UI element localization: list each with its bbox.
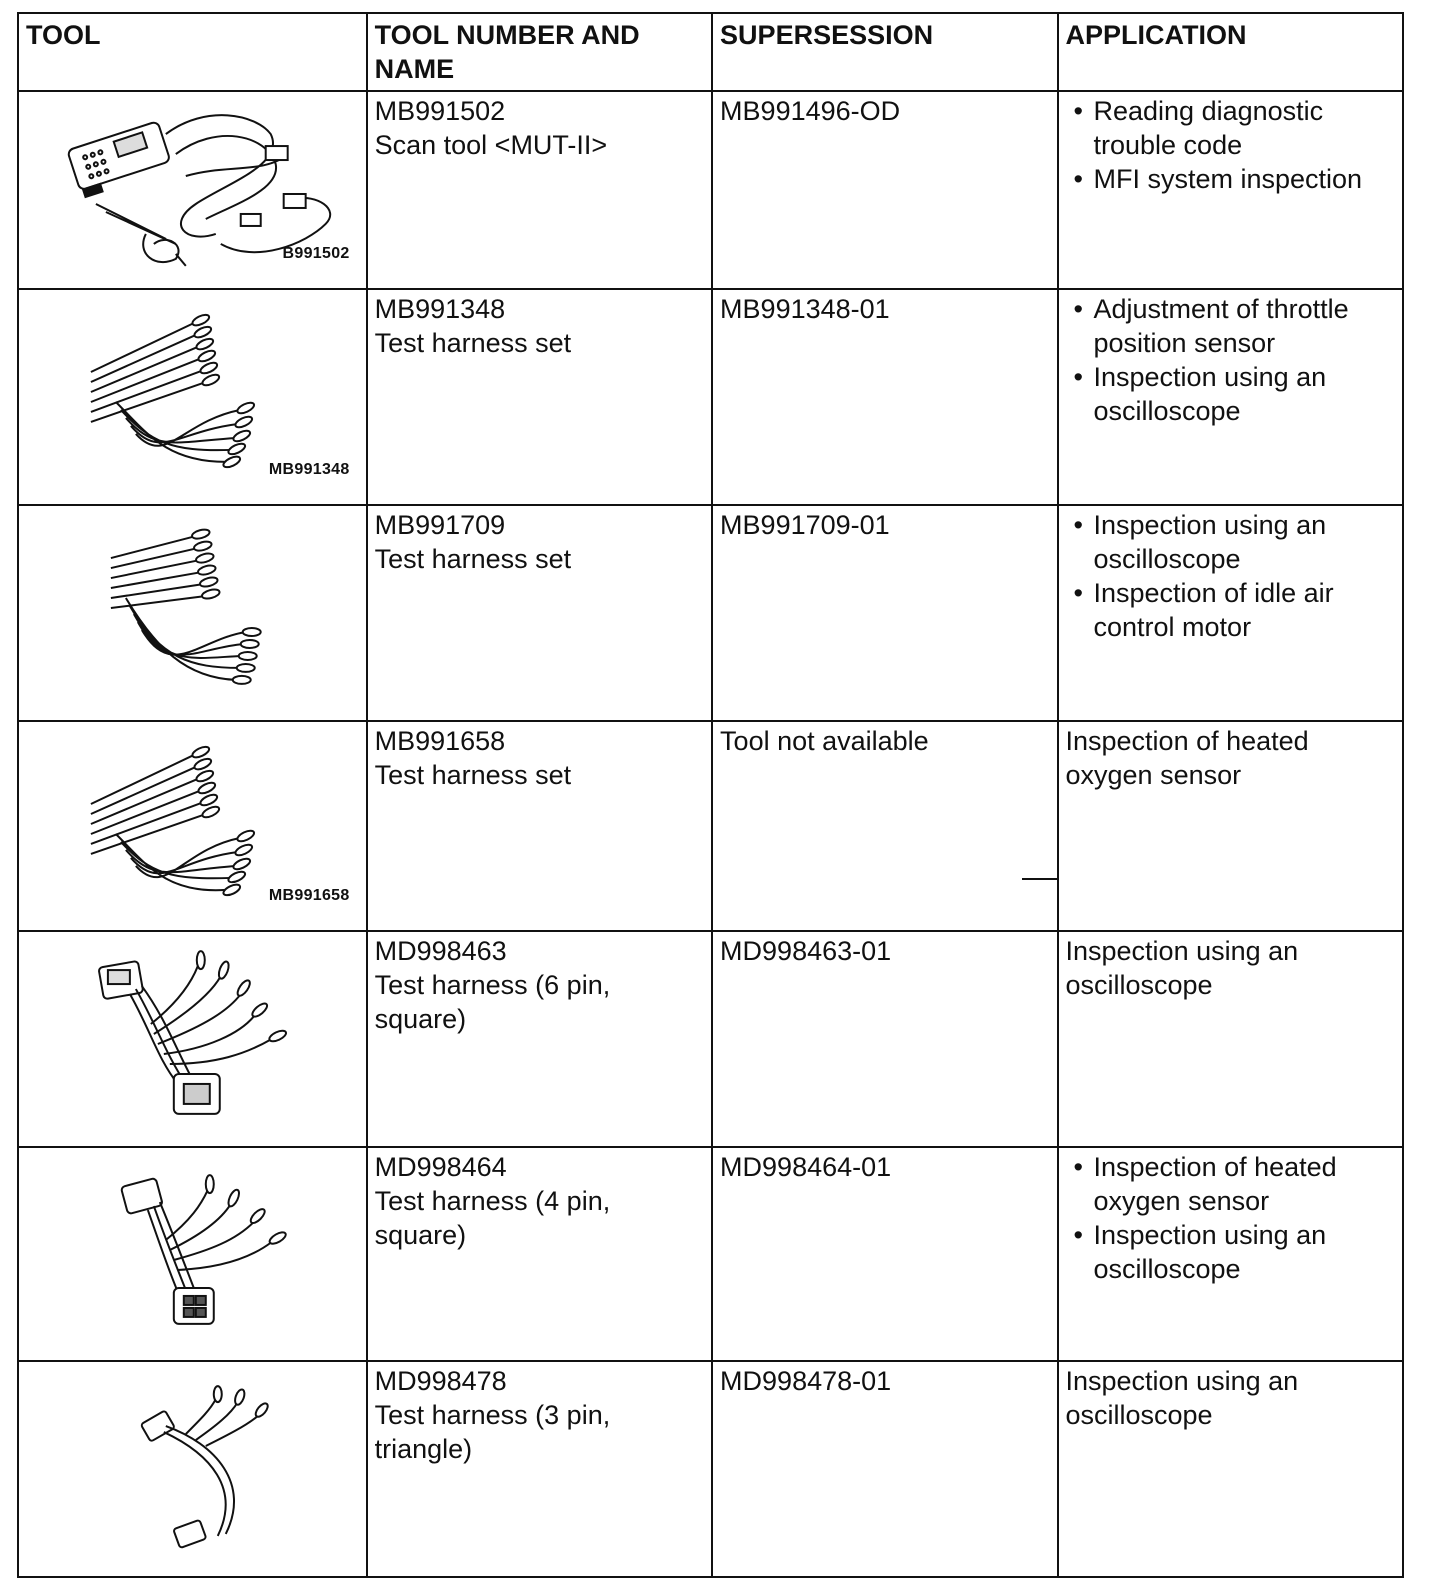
header-application: APPLICATION: [1058, 13, 1404, 91]
list-item: • Inspection using an oscilloscope: [1073, 510, 1327, 574]
application-list: [1066, 94, 1396, 196]
tool-number-and-name-cell: [367, 1361, 712, 1577]
special-tools-table: [17, 12, 1404, 1578]
table-row: [18, 1361, 1403, 1577]
table-row: [18, 289, 1403, 505]
application-cell: [1058, 1147, 1404, 1361]
table-header-row: [18, 13, 1403, 91]
supersession-cell: Tool not available: [712, 721, 1057, 931]
list-item: • Inspection using an oscilloscope: [1073, 1220, 1327, 1284]
tool-illustration-cell: [18, 505, 367, 721]
list-item: • MFI system inspection: [1073, 164, 1363, 194]
header-tool-number-and-name: TOOL NUMBER AND NAME: [367, 13, 712, 91]
table-row: [18, 91, 1403, 289]
tool-number: MB991348: [374, 294, 506, 324]
tool-name: Test harness (6 pin, square): [374, 970, 611, 1034]
list-item: • Inspection using an oscilloscope: [1073, 362, 1327, 426]
tool-name: Test harness set: [374, 760, 572, 790]
application-cell: Inspection using an oscilloscope: [1058, 1361, 1404, 1577]
tool-illustration-cell: [18, 1147, 367, 1361]
tool-number-and-name-cell: [367, 289, 712, 505]
tool-number: MD998463: [374, 936, 507, 966]
tool-number: MB991502: [374, 96, 506, 126]
supersession-cell: MB991496-OD: [712, 91, 1057, 289]
supersession-cell: MB991709-01: [712, 505, 1057, 721]
list-item: • Inspection of idle air control motor: [1073, 578, 1334, 642]
tool-illustration-cell: [18, 721, 367, 931]
tool-illustration-cell: [18, 91, 367, 289]
tool-number-and-name-cell: [367, 931, 712, 1147]
supersession-cell: MD998463-01: [712, 931, 1057, 1147]
tool-number-and-name-cell: [367, 1147, 712, 1361]
tool-number: MD998478: [374, 1366, 507, 1396]
tool-number: MD998464: [374, 1152, 507, 1182]
application-cell: [1058, 91, 1404, 289]
tool-name: Scan tool <MUT-II>: [374, 130, 608, 160]
tool-image-label: B991502: [282, 245, 350, 262]
tool-name: Test harness (4 pin, square): [374, 1186, 611, 1250]
supersession-cell: MD998478-01: [712, 1361, 1057, 1577]
tool-illustration-cell: [18, 931, 367, 1147]
tool-name: Test harness (3 pin, triangle): [374, 1400, 611, 1464]
supersession-cell: MD998464-01: [712, 1147, 1057, 1361]
application-cell: Inspection of heated oxygen sensor: [1058, 721, 1404, 931]
list-item: • Reading diagnostic trouble code: [1073, 96, 1324, 160]
test-harness-set-icon: [26, 508, 359, 720]
test-harness-6-pin-icon: [26, 934, 359, 1146]
tool-name: Test harness set: [374, 328, 572, 358]
tool-number: MB991709: [374, 510, 506, 540]
header-tool: TOOL: [18, 13, 367, 91]
application-cell: [1058, 505, 1404, 721]
table-row: [18, 1147, 1403, 1361]
list-item: • Adjustment of throttle position sensor: [1073, 294, 1349, 358]
table-row: [18, 931, 1403, 1147]
tool-number-and-name-cell: [367, 721, 712, 931]
tool-image-label: MB991348: [268, 461, 350, 478]
application-list: [1066, 292, 1396, 428]
tool-illustration-cell: [18, 289, 367, 505]
table-row: [18, 505, 1403, 721]
tool-illustration-cell: [18, 1361, 367, 1577]
tool-number-and-name-cell: [367, 91, 712, 289]
application-list: [1066, 508, 1396, 644]
supersession-cell: MB991348-01: [712, 289, 1057, 505]
scan-artifact-mark: [1022, 878, 1058, 880]
application-cell: [1058, 289, 1404, 505]
application-list: [1066, 1150, 1396, 1286]
test-harness-4-pin-icon: [26, 1150, 359, 1360]
tool-number: MB991658: [374, 726, 506, 756]
test-harness-3-pin-icon: [26, 1364, 359, 1576]
application-cell: Inspection using an oscilloscope: [1058, 931, 1404, 1147]
tool-number-and-name-cell: [367, 505, 712, 721]
tool-name: Test harness set: [374, 544, 572, 574]
header-supersession: SUPERSESSION: [712, 13, 1057, 91]
table-row: [18, 721, 1403, 931]
list-item: • Inspection of heated oxygen sensor: [1073, 1152, 1337, 1216]
tool-image-label: MB991658: [268, 887, 350, 904]
